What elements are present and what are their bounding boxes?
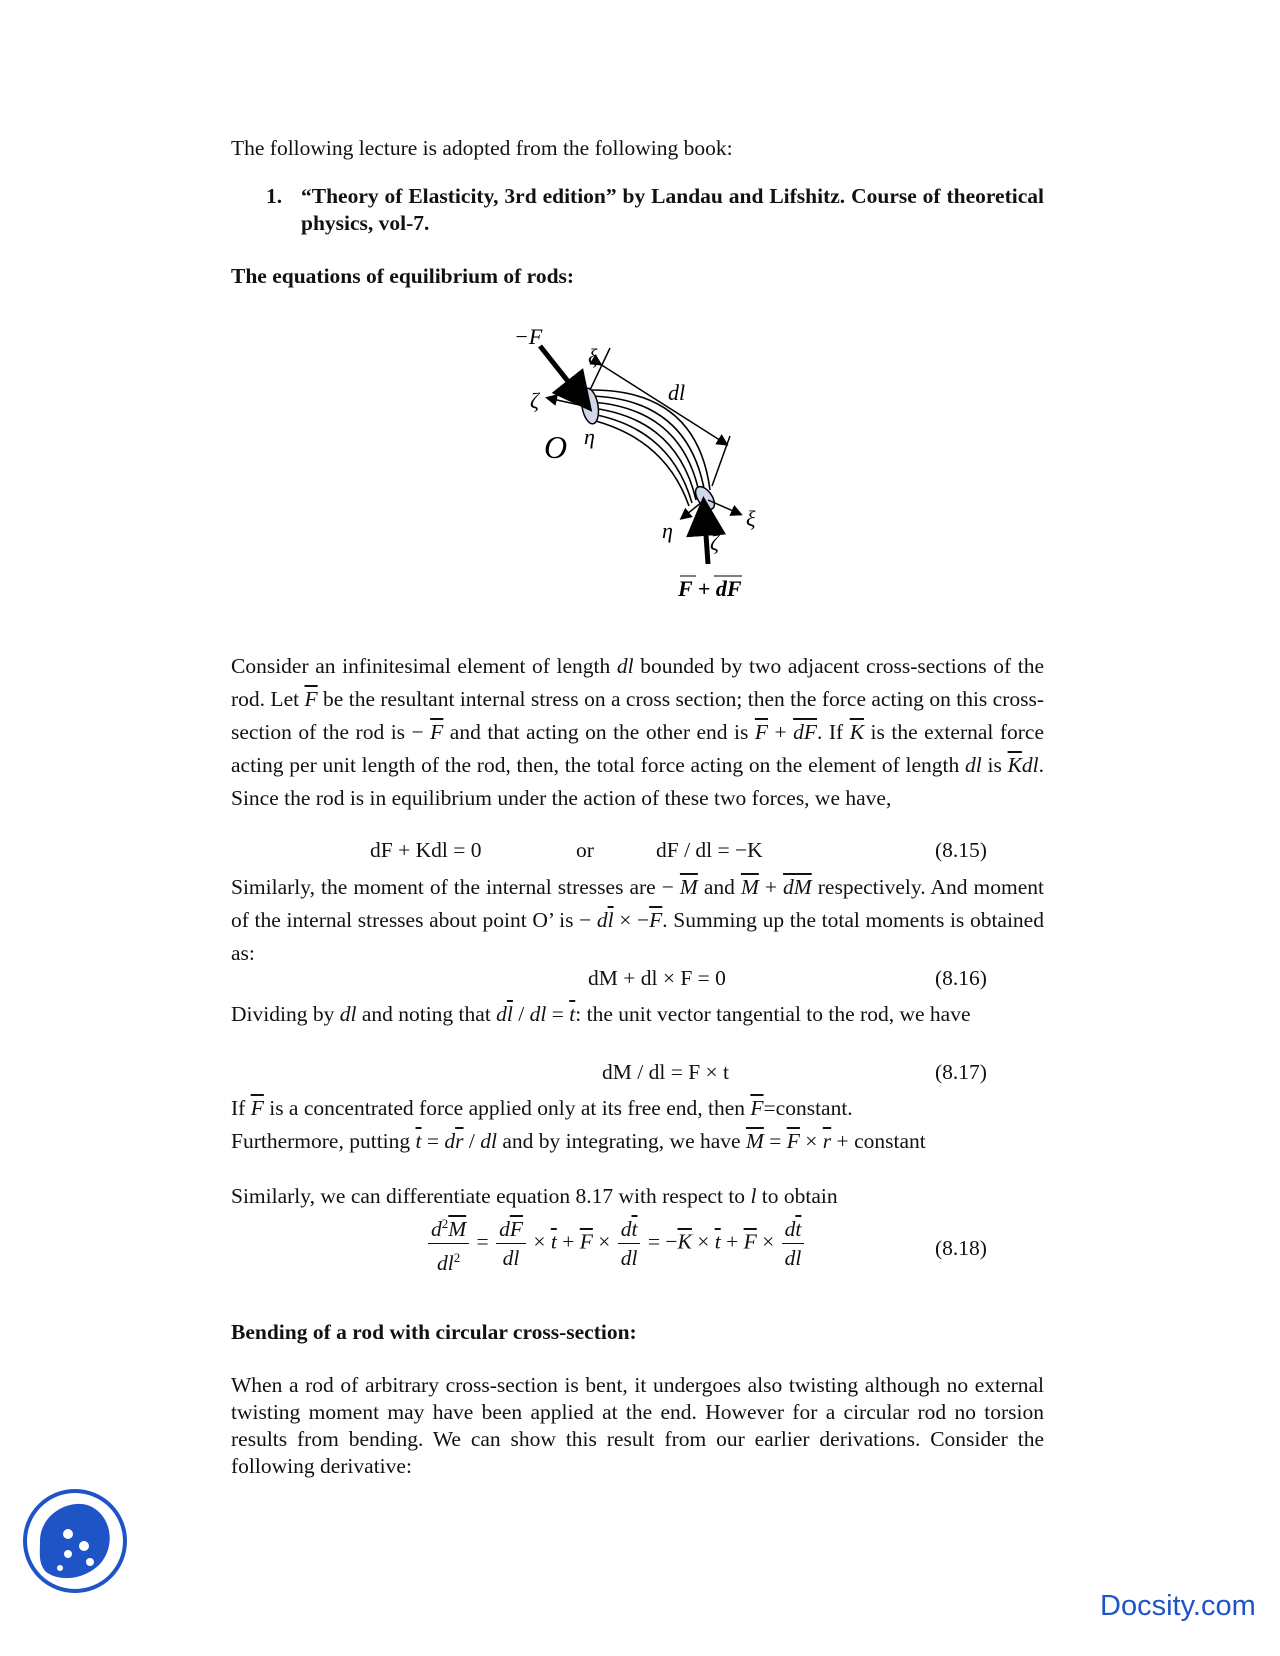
paragraph-bending: When a rod of arbitrary cross-section is bent, it undergoes also twisting although no external twisting moment may have been applied at the end. However for a circular rod no torsion results from bending. We can show this result from our earlier derivations. Consider the following derivative:	[231, 1373, 1044, 1478]
xi-label-bottom: ξ	[746, 506, 756, 531]
neg-F-arrow	[540, 346, 586, 404]
F-dF-arrow	[704, 506, 708, 564]
xi-label-top: ξ	[588, 344, 598, 369]
O-label: O	[544, 429, 568, 465]
eq-8-17-number: (8.17)	[935, 1060, 987, 1084]
eta-label-bottom: η	[662, 518, 673, 543]
docsity-logo-icon	[20, 1486, 130, 1596]
eq-8-15-number: (8.15)	[935, 838, 987, 862]
reference-item	[266, 183, 1044, 237]
dl-tick	[712, 436, 730, 486]
eta-label-top: η	[584, 424, 595, 449]
zeta-axis-top	[548, 398, 584, 406]
eq-8-17: dM / dl = F × t	[602, 1060, 729, 1084]
rod-element-figure	[500, 318, 820, 628]
paragraph-force-balance: Consider an infinitesimal element of length dl bounded by two adjacent cross-sections of the rod. Let $\overline{F}$ be the resultant internal stress on a cross section; then the force acting on this cross-section of the rod is − $\overline{F}$ and that acting on the other end is $\overline{F} + \overline{dF}$. If $\overline{K}$ is the external force acting per unit length of the rod, then, the total force acting on the element of length dl is $\overline{K}dl$. Since the rod is in equilibrium under the action of these two forces, we have,	[231, 654, 1045, 810]
eq-8-15-or: or	[576, 838, 594, 862]
paragraph-dividing: Dividing by dl and noting that $d\overline{l}$ / dl = $\overline{t}$: the unit vector tangential to the rod, we have	[231, 1002, 971, 1026]
eq-8-16: dM + dl × F = 0	[588, 966, 726, 990]
reference-number: 1.	[266, 184, 283, 208]
intro-text: The following lecture is adopted from the following book:	[231, 136, 733, 160]
dl-dimension	[600, 364, 726, 444]
eq-8-16-number: (8.16)	[935, 966, 987, 990]
dl-label: dl	[668, 380, 686, 405]
eq-8-18-number: (8.18)	[935, 1236, 987, 1260]
paragraph-concentrated-force: If $\overline{F}$ is a concentrated force applied only at its free end, then $\overline{F}=constant$. Furthermore, putting $\overline{t} = d\overline{r}$ / dl and by integrating, we have $\overline{M} = \overline{F} \times \overline{r}$ + constant	[231, 1096, 926, 1153]
eq-8-15-right: dF / dl = −K	[656, 838, 763, 862]
paragraph-differentiate: Similarly, we can differentiate equation 8.17 with respect to l to obtain	[231, 1184, 838, 1208]
F-dF-label: F + dF	[678, 576, 742, 601]
neg-F-label: −F	[514, 324, 543, 349]
eta-axis-bottom	[682, 502, 702, 518]
paragraph-moments: Similarly, the moment of the internal stresses are − $\overline{M}$ and $\overline{M} + \overline{dM}$ respectively. And moment of the internal stresses about point O’ is − $d\overline{l} \times -\overline{F}$. Summing up the total moments is obtained as:	[231, 875, 1044, 965]
section-heading-equilibrium: The equations of equilibrium of rods:	[231, 264, 575, 288]
zeta-label-bottom: ζ	[710, 530, 719, 555]
reference-text: “Theory of Elasticity, 3rd edition” by Landau and Lifshitz. Course of theoretical physics, vol-7.	[301, 184, 1044, 235]
eq-8-15-left: dF + Kdl = 0	[370, 838, 482, 862]
docsity-brand-text[interactable]: Docsity.com	[1100, 1590, 1256, 1622]
rod-fibers	[592, 390, 710, 506]
eq-8-18: $\frac{d^2\overline{M}}{dl^2}$ = $\frac{d\overline{F}}{dl}$ × $\overline{t} + \overline{F}$ × $\frac{d\overline{t}}{dl}$ = $-\overline{K} \times \overline{t} + \overline{F}$ × $\frac{d\overline{t}}{dl}$	[426, 1210, 806, 1277]
zeta-label-top: ζ	[530, 388, 539, 413]
section-heading-bending: Bending of a rod with circular cross-section:	[231, 1320, 637, 1344]
